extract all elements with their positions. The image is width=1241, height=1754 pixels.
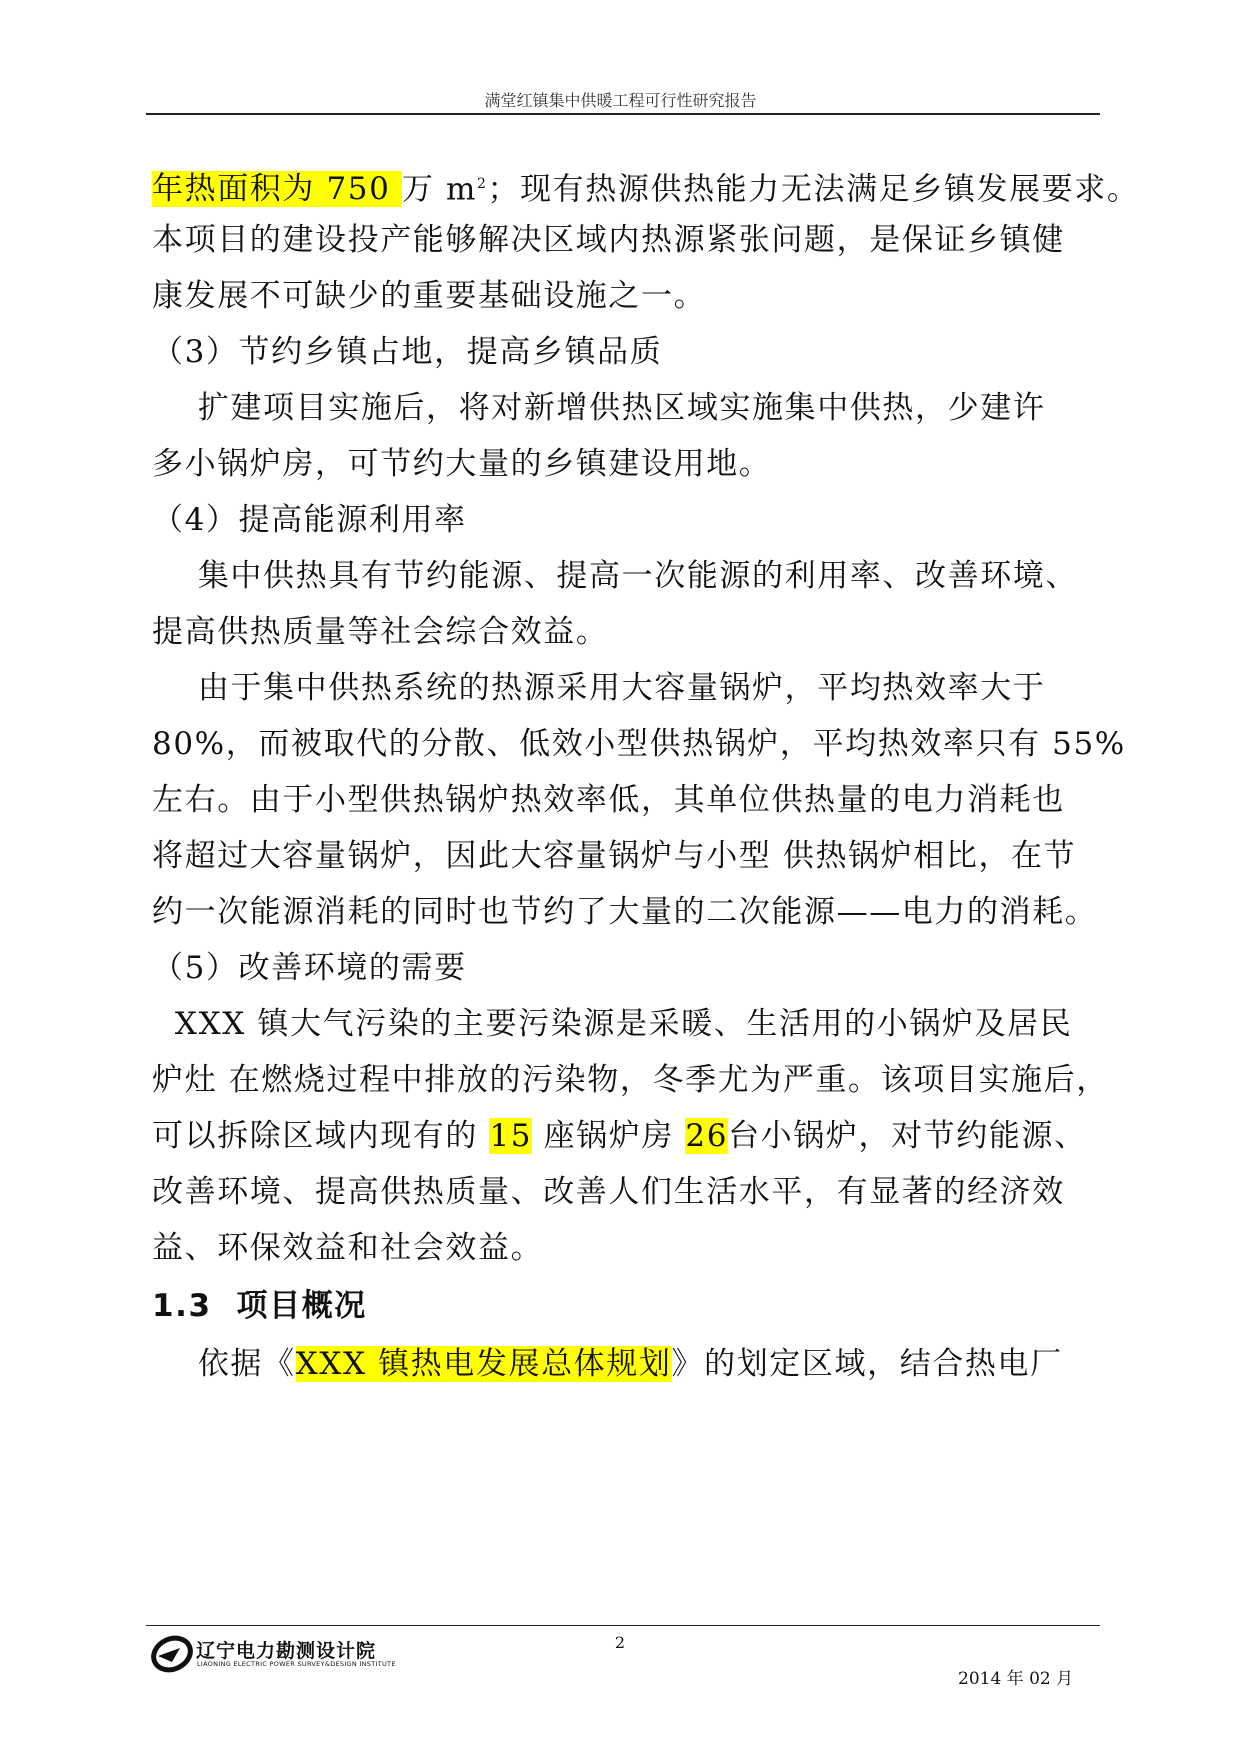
- paragraph-line: 年热面积为 750 万 $m^2$；现有热源供热能力无法满足乡镇发展要求。: [152, 171, 1140, 208]
- paragraph-line: XXX 镇大气污染的主要污染源是采暖、生活用的小锅炉及居民: [152, 1006, 1073, 1042]
- paragraph-line: 多小锅炉房，可节约大量的乡镇建设用地。: [152, 446, 772, 482]
- paragraph-line: 扩建项目实施后，将对新增供热区域实施集中供热，少建许: [152, 390, 1046, 426]
- paragraph-line: 集中供热具有节约能源、提高一次能源的利用率、改善环境、: [152, 558, 1079, 594]
- page-number: 2: [614, 1633, 626, 1652]
- highlighted-text: 15: [489, 1118, 533, 1154]
- paragraph-line: 康发展不可缺少的重要基础设施之一。: [152, 278, 707, 314]
- subsection-title: （5）改善环境的需要: [152, 950, 467, 986]
- paragraph-line: 由于集中供热系统的热源采用大容量锅炉，平均热效率大于: [152, 670, 1046, 706]
- paragraph-line: 炉灶 在燃烧过程中排放的污染物，冬季尤为严重。该项目实施后，: [152, 1062, 1109, 1098]
- paragraph-line: 将超过大容量锅炉，因此大容量锅炉与小型 供热锅炉相比，在节: [152, 838, 1077, 874]
- paragraph-line: 本项目的建设投产能够解决区域内热源紧张问题，是保证乡镇健: [152, 222, 1065, 258]
- highlighted-text: XXX 镇热电发展总体规划: [295, 1346, 672, 1382]
- footer-date: 2014 年 02 月: [958, 1669, 1074, 1689]
- logo-emblem-icon: [150, 1632, 194, 1676]
- subsection-title: （3）节约乡镇占地，提高乡镇品质: [152, 334, 663, 370]
- highlighted-text: 26: [685, 1118, 729, 1154]
- institute-logo: [150, 1630, 396, 1678]
- paragraph-line: 左右。由于小型供热锅炉热效率低，其单位供热量的电力消耗也: [152, 782, 1065, 818]
- paragraph-line: 可以拆除区域内现有的 15 座锅炉房 26台小锅炉，对节约能源、: [152, 1118, 1087, 1154]
- paragraph-line: 80%，而被取代的分散、低效小型供热锅炉，平均热效率只有 55%: [152, 726, 1126, 762]
- subsection-title: （4）提高能源利用率: [152, 502, 467, 538]
- logo-chinese-name: 辽宁电力勘测设计院: [196, 1640, 377, 1662]
- footer-rule: [146, 1625, 1100, 1626]
- paragraph-line: 提高供热质量等社会综合效益。: [152, 614, 609, 650]
- paragraph-line: 依据《XXX 镇热电发展总体规划》的划定区域，结合热电厂: [152, 1346, 1063, 1382]
- section-heading: 1.3 项目概况: [152, 1288, 367, 1324]
- header-rule: [146, 113, 1100, 115]
- header-title: 满堂红镇集中供暖工程可行性研究报告: [484, 91, 757, 110]
- logo-english-name: LIAONING ELECTRIC POWER SURVEY&DESIGN INSTITUTE: [197, 1660, 396, 1668]
- paragraph-line: 改善环境、提高供热质量、改善人们生活水平，有显著的经济效: [152, 1174, 1065, 1210]
- highlighted-text: 年热面积为 750: [152, 171, 402, 208]
- paragraph-line: 益、环保效益和社会效益。: [152, 1230, 544, 1266]
- paragraph-line: 约一次能源消耗的同时也节约了大量的二次能源——电力的消耗。: [152, 894, 1098, 930]
